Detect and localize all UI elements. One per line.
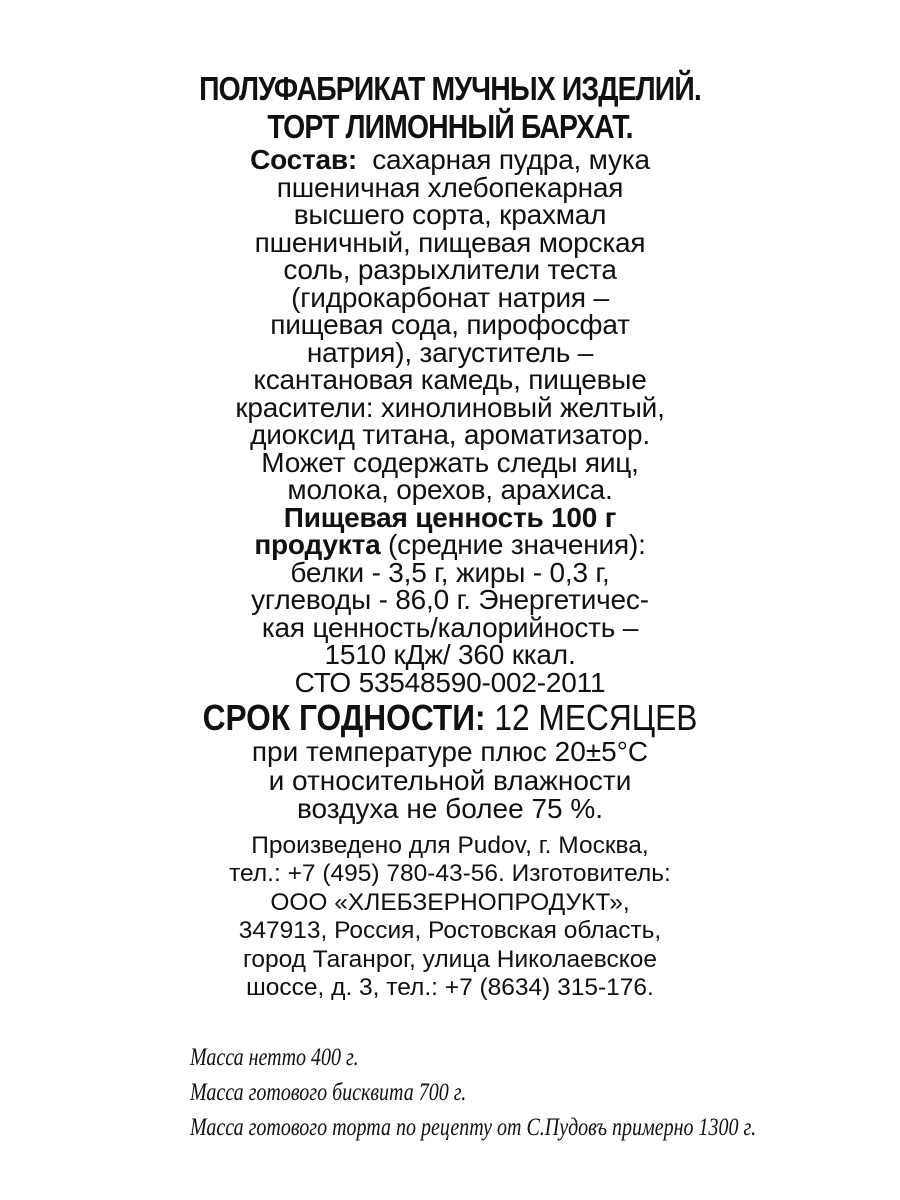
cake-mass: Масса готового торта по рецепту от С.Пудовъ примерно 1300 г. [190,1114,757,1141]
storage-line: при температуре плюс 20±5°С [251,736,649,767]
composition-block [0,146,900,504]
composition-line: натрия), загуститель – [306,336,594,368]
standard-code: СТО 53548590-002-2011 [294,666,606,698]
product-title [63,70,837,146]
composition-line: пшеничный, пищевая морская [254,226,646,258]
storage-line: воздуха не более 75 %. [296,793,604,824]
composition-line: пищевая сода, пирофосфат [270,309,630,340]
composition-label: Состав: [250,144,358,175]
composition-line: соль, разрыхлители теста [283,254,617,285]
title-line-2: ТОРТ ЛИМОННЫЙ БАРХАТ. [267,108,633,145]
composition-line: красители: хинолиновый желтый, [235,391,665,423]
composition-line: (гидрокарбонат натрия – [291,281,609,313]
composition-line: Состав: сахарная пудра, мука [250,144,650,175]
storage-conditions [0,738,900,824]
manufacturer-line: город Таганрог, улица Николаевское [242,945,658,973]
manufacturer-info [0,832,900,1003]
nutrition-line: кая ценность/калорийность – [261,611,639,643]
composition-line: Может содержать следы яиц, [261,446,639,478]
manufacturer-line: шоссе, д. 3, тел.: +7 (8634) 315-176. [246,974,654,1001]
nutrition-line: 1510 кДж/ 360 ккал. [324,639,576,670]
nutrition-line: углеводы - 86,0 г. Энергетичес- [251,584,649,615]
product-label [0,70,900,1003]
composition-line: пшеничная хлебопекарная [276,171,624,203]
nutrition-line: белки - 3,5 г, жиры - 0,3 г, [290,556,610,588]
shelf-life-label: СРОК ГОДНОСТИ: [202,697,486,738]
composition-line: диоксид титана, ароматизатор. [250,419,650,450]
manufacturer-line: 347913, Россия, Ростовская область, [238,917,662,944]
shelf-life-value: 12 МЕСЯЦЕВ [485,697,698,738]
nutrition-heading-2: продукта (средние значения): [254,529,646,560]
composition-line: высшего сорта, крахмал [293,199,607,230]
net-mass: Масса нетто 400 г. [190,1044,359,1071]
sponge-mass: Масса готового бисквита 700 г. [190,1079,467,1106]
nutrition-heading: Пищевая ценность 100 г [283,501,617,533]
manufacturer-line: Произведено для Pudov, г. Москва, [251,831,649,859]
mass-info [190,1040,756,1145]
composition-line: молока, орехов, арахиса. [287,474,613,505]
manufacturer-line: тел.: +7 (495) 780-43-56. Изготовитель: [229,860,671,887]
manufacturer-line: ООО «ХЛЕБЗЕРНОПРОДУКТ», [270,888,630,916]
title-line-1: ПОЛУФАБРИКАТ МУЧНЫХ ИЗДЕЛИЙ. [199,70,701,107]
composition-line: ксантановая камедь, пищевые [253,364,647,395]
shelf-life [54,698,846,738]
nutrition-block [0,501,900,698]
storage-line: и относительной влажности [268,764,632,796]
